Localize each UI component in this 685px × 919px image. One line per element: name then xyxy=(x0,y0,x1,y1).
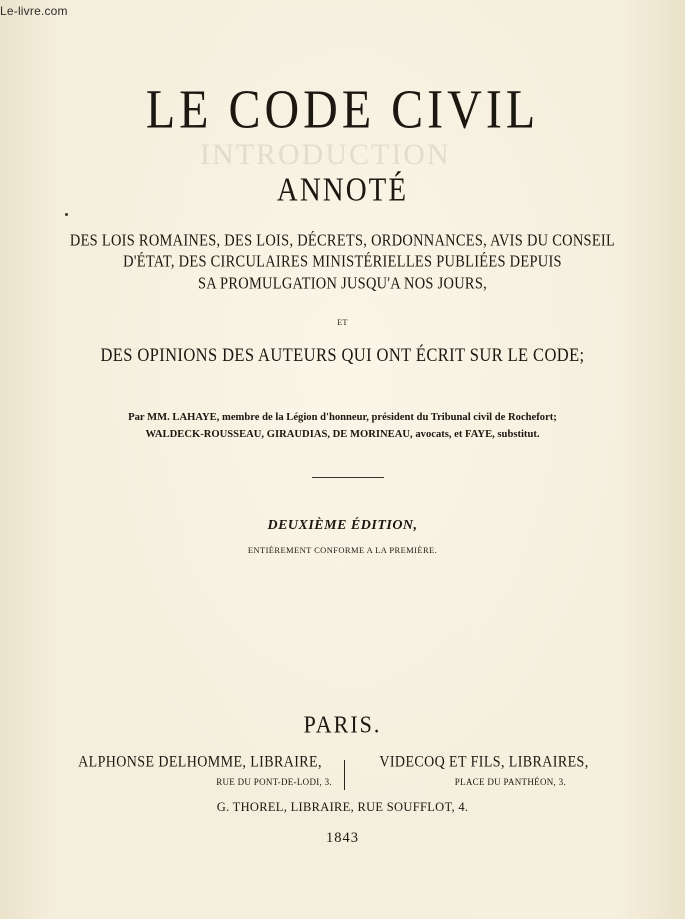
watermark: Le-livre.com xyxy=(0,4,68,18)
ink-speck xyxy=(65,213,68,216)
publisher-left xyxy=(60,755,340,787)
publisher-left-name: ALPHONSE DELHOMME, LIBRAIRE, xyxy=(78,754,322,771)
authors-line-2: WALDECK-ROUSSEAU, GIRAUDIAS, DE MORINEAU, avocats, et FAYE, substitut. xyxy=(145,429,540,440)
book-title: LE CODE CIVIL xyxy=(145,79,540,140)
publisher-right xyxy=(350,755,618,787)
publisher-left-address: RUE DU PONT-DE-LODI, 3. xyxy=(216,777,332,787)
third-publisher: G. THOREL, LIBRAIRE, RUE SOUFFLOT, 4. xyxy=(216,800,469,814)
publication-year: 1843 xyxy=(326,830,359,846)
publisher-right-name: VIDECOQ ET FILS, LIBRAIRES, xyxy=(379,754,589,771)
publisher-divider xyxy=(344,760,345,790)
bleed-through-title: INTRODUCTION xyxy=(200,138,451,171)
conjunction: ET xyxy=(337,318,348,327)
edition-note: ENTIÈREMENT CONFORME A LA PREMIÈRE. xyxy=(247,545,438,555)
book-subtitle: ANNOTÉ xyxy=(276,171,409,209)
section-rule xyxy=(312,477,384,478)
description-line-3: SA PROMULGATION JUSQU'A NOS JOURS, xyxy=(197,274,488,294)
description-line-1: DES LOIS ROMAINES, DES LOIS, DÉCRETS, ORDONNANCES, AVIS DU CONSEIL xyxy=(69,231,616,251)
description-line-2: D'ÉTAT, DES CIRCULAIRES MINISTÉRIELLES PUBLIÉES DEPUIS xyxy=(123,252,562,272)
publisher-right-address: PLACE DU PANTHÉON, 3. xyxy=(454,777,566,787)
city: PARIS. xyxy=(303,710,382,739)
edition: DEUXIÈME ÉDITION, xyxy=(267,518,418,533)
opinions-line: DES OPINIONS DES AUTEURS QUI ONT ÉCRIT SUR LE CODE; xyxy=(100,343,585,366)
authors-line-1: Par MM. LAHAYE, membre de la Légion d'honneur, président du Tribunal civil de Rochefort; xyxy=(128,412,557,423)
